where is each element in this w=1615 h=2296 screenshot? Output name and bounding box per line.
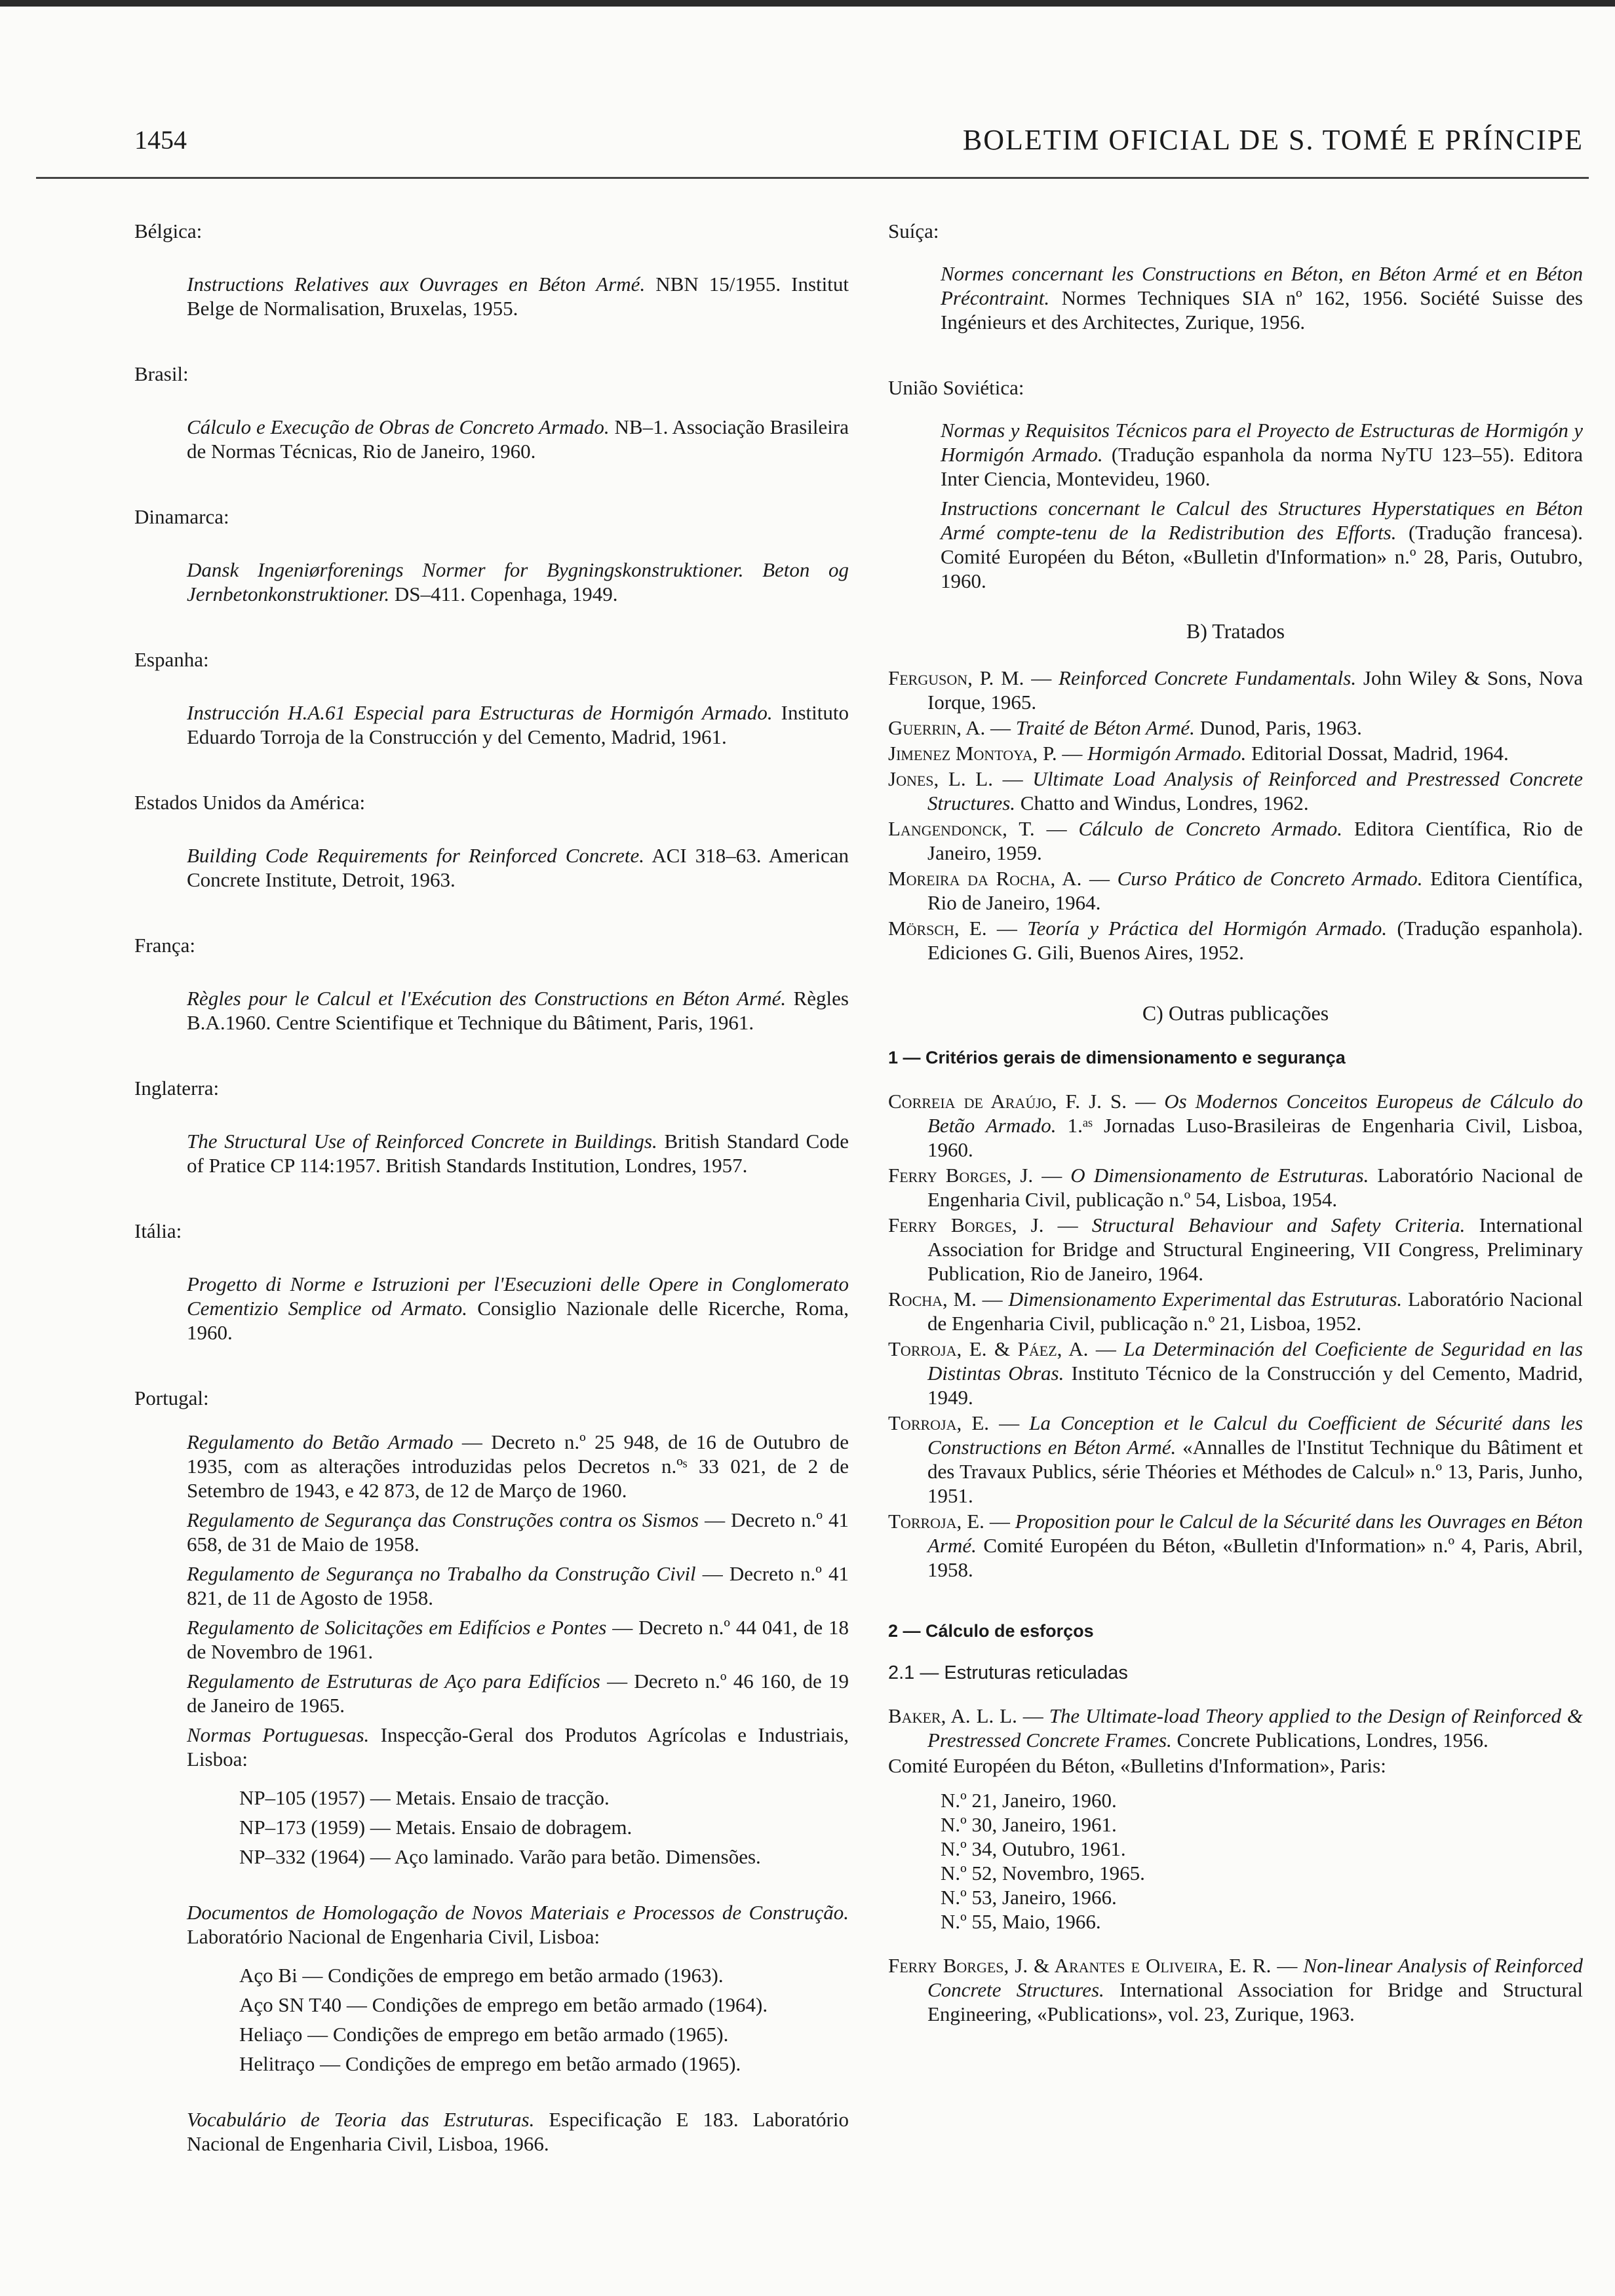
section-brasil [134,362,849,463]
reference-entry: Mörsch, E. — Teoría y Práctica del Hormigón Armado. (Tradução espanhola). Ediciones G. Gili, Buenos Aires, 1952. [888,917,1583,964]
country-label: Dinamarca: [134,505,229,528]
standard-entry: Building Code Requirements for Reinforced Concrete. ACI 318–63. American Concrete Institute, Detroit, 1963. [187,844,849,891]
reference-entry: Ferry Borges, J. — Structural Behaviour and Safety Criteria. International Association for Bridge and Structural Engineering, VII Congress, Preliminary Publication, Rio de Janeiro, 1964. [888,1214,1584,1285]
regulation-entry: Regulamento de Segurança das Construções contra os Sismos — Decreto n.º 41 658, de 31 de Maio de 1958. [187,1508,849,1556]
standard-entry: Progetto di Norme e Istruzioni per l'Esecuzioni delle Opere in Conglomerato Cementizio Semplice od Armato. Consiglio Nazionale delle Ricerche, Roma, 1960. [187,1272,849,1344]
list-item: N.º 53, Janeiro, 1966. [941,1886,1117,1909]
bulletin-title: BOLETIM OFICIAL DE S. TOMÉ E PRÍNCIPE [962,124,1584,156]
reference-entry: Ferguson, P. M. — Reinforced Concrete Fundamentals. John Wiley & Sons, Nova Iorque, 1965. [888,666,1583,714]
country-label: Bélgica: [134,220,203,242]
list-item: N.º 55, Maio, 1966. [941,1910,1101,1933]
comite-entry: Comité Européen du Béton, «Bulletins d'Information», Paris: [888,1754,1386,1777]
bulletin-list [888,1788,1583,1934]
standard-entry: Règles pour le Calcul et l'Exécution des Constructions en Béton Armé. Règles B.A.1960. Centre Scientifique et Technique du Bâtiment, Paris, 1961. [187,987,849,1034]
reference-entry: Torroja, E. — Proposition pour le Calcul de la Sécurité dans les Ouvrages en Béton Armé. Comité Européen du Béton, «Bulletin d'Information» n.º 4, Paris, Abril, 1958. [888,1510,1584,1581]
np-item: NP–332 (1964) — Aço laminado. Varão para betão. Dimensões. [239,1845,761,1868]
reference-entry: Jimenez Montoya, P. — Hormigón Armado. Editorial Dossat, Madrid, 1964. [888,742,1509,765]
country-label: Espanha: [134,648,209,671]
regulation-entry: Regulamento de Estruturas de Aço para Edifícios — Decreto n.º 46 160, de 19 de Janeiro de 1965. [187,1670,849,1717]
right-column [888,220,1583,2027]
regulation-entry: Normas Portuguesas. Inspecção-Geral dos Produtos Agrícolas e Industriais, Lisboa: [187,1723,849,1770]
np-item: NP–173 (1959) — Metais. Ensaio de dobragem. [239,1816,632,1839]
material-item: Helitraço — Condições de emprego em betão armado (1965). [239,2052,741,2075]
list-item: N.º 21, Janeiro, 1960. [941,1789,1117,1812]
homologation-entry: Documentos de Homologação de Novos Materiais e Processos de Construção. Laboratório Nacional de Engenharia Civil, Lisboa: [187,1901,849,1948]
list-item: N.º 30, Janeiro, 1961. [941,1813,1117,1836]
section-inglaterra [134,1077,849,1177]
reference-entry: Torroja, E. — La Conception et le Calcul du Coefficient de Sécurité dans les Constructions en Béton Armé. «Annalles de l'Institut Technique du Bâtiment et des Travaux Publics, série Théories et Méthodes de Calcul» n.º 13, Paris, Junho, 1951. [888,1411,1584,1507]
country-label: Itália: [134,1219,182,1242]
reference-entry: Ferry Borges, J. — O Dimensionamento de Estruturas. Laboratório Nacional de Engenharia Civil, publicação n.º 54, Lisboa, 1954. [888,1164,1583,1211]
section-urss [888,376,1583,593]
material-item: Aço Bi — Condições de emprego em betão armado (1963). [239,1964,724,1987]
standard-entry: The Structural Use of Reinforced Concrete in Buildings. British Standard Code of Pratice CP 114:1957. British Standards Institution, Londres, 1957. [187,1130,849,1177]
standard-entry: Dansk Ingeniørforenings Normer for Bygningskonstruktioner. Beton og Jernbetonkonstruktioner. DS–411. Copenhaga, 1949. [187,558,849,605]
heading-outras: C) Outras publicações [1142,1001,1329,1025]
section-heading-1: 1 — Critérios gerais de dimensionamento e segurança [888,1048,1346,1067]
header-rule [36,177,1589,179]
country-label: França: [134,934,195,957]
page-number: 1454 [134,125,187,155]
scan-top-band [0,0,1615,7]
section-italia [134,1219,849,1345]
section-belgica [134,220,849,320]
reference-entry: Guerrin, A. — Traité de Béton Armé. Dunod, Paris, 1963. [888,716,1362,739]
section-heading-2: 2 — Cálculo de esforços [888,1621,1094,1641]
np-item: NP–105 (1957) — Metais. Ensaio de tracção. [239,1786,610,1809]
country-label: Suíça: [888,220,939,242]
standard-entry: Normes concernant les Constructions en Béton, en Béton Armé et en Béton Précontraint. Normes Techniques SIA nº 162, 1956. Société Suisse des Ingénieurs et des Architectes, Zurique, 1956. [941,262,1583,334]
standard-entry: Instructions Relatives aux Ouvrages en Béton Armé. NBN 15/1955. Institut Belge de Normalisation, Bruxelas, 1955. [187,273,849,320]
regulation-entry: Regulamento de Segurança no Trabalho da Construção Civil — Decreto n.º 41 821, de 11 de Agosto de 1958. [187,1562,849,1609]
reference-entry: Baker, A. L. L. — The Ultimate-load Theory applied to the Design of Reinforced & Prestressed Concrete Frames. Concrete Publications, Londres, 1956. [888,1704,1583,1751]
left-column [134,220,849,2198]
regulation-entry: Regulamento de Solicitações em Edifícios e Pontes — Decreto n.º 44 041, de 18 de Novembro de 1961. [187,1616,849,1663]
subsection-heading: 2.1 — Estruturas reticuladas [888,1662,1128,1683]
country-label: Portugal: [134,1387,209,1409]
country-label: União Soviética: [888,376,1024,399]
section-dinamarca [134,505,849,606]
reference-entry: Moreira da Rocha, A. — Curso Prático de Concreto Armado. Editora Científica, Rio de Janeiro, 1964. [888,867,1583,914]
material-item: Heliaço — Condições de emprego em betão armado (1965). [239,2023,729,2046]
reference-entry: Rocha, M. — Dimensionamento Experimental das Estruturas. Laboratório Nacional de Engenharia Civil, publicação n.º 21, Lisboa, 1952. [888,1288,1583,1335]
standard-entry: Normas y Requisitos Técnicos para el Proyecto de Estructuras de Hormigón y Hormigón Armado. (Tradução espanhola da norma NyTU 123–55). Editora Inter Ciencia, Montevideu, 1960. [941,419,1583,490]
reference-entry: Jones, L. L. — Ultimate Load Analysis of Reinforced and Prestressed Concrete Structures. Chatto and Windus, Londres, 1962. [888,767,1584,814]
reference-entry: Langendonck, T. — Cálculo de Concreto Armado. Editora Científica, Rio de Janeiro, 1959. [888,817,1584,864]
section-suica [888,220,1583,334]
material-item: Aço SN T40 — Condições de emprego em betão armado (1964). [239,1993,768,2016]
section-eua [134,791,849,892]
reference-entry: Correia de Araújo, F. J. S. — Os Modernos Conceitos Europeus de Cálculo do Betão Armado. 1.ᵃˢ Jornadas Luso-Brasileiras de Engenharia Civil, Lisboa, 1960. [888,1090,1584,1161]
heading-tratados: B) Tratados [1186,619,1285,643]
vocabulary-entry: Vocabulário de Teoria das Estruturas. Especificação E 183. Laboratório Nacional de Engenharia Civil, Lisboa, 1966. [187,2108,849,2155]
reference-entry: Torroja, E. & Páez, A. — La Determinación del Coeficiente de Seguridad en las Distintas Obras. Instituto Técnico de la Construcción y del Cemento, Madrid, 1949. [888,1337,1584,1409]
country-label: Inglaterra: [134,1077,220,1100]
country-label: Estados Unidos da América: [134,791,366,814]
list-item: N.º 52, Novembro, 1965. [941,1862,1145,1885]
section-franca [134,934,849,1035]
standard-entry: Instrucción H.A.61 Especial para Estructuras de Hormigón Armado. Instituto Eduardo Torroja de la Construcción y del Cemento, Madrid, 1961. [187,701,849,748]
reference-entry: Ferry Borges, J. & Arantes e Oliveira, E. R. — Non-linear Analysis of Reinforced Concrete Structures. International Association for Bridge and Structural Engineering, «Publications», vol. 23, Zurique, 1963. [888,1954,1583,2025]
standard-entry: Instructions concernant le Calcul des Structures Hyperstatiques en Béton Armé compte-tenu de la Redistribution des Efforts. (Tradução francesa). Comité Européen du Béton, «Bulletin d'Information» n.º 28, Paris, Outubro, 1960. [941,497,1584,592]
section-portugal [134,1387,849,2156]
list-item: N.º 34, Outubro, 1961. [941,1837,1126,1860]
section-espanha [134,648,849,749]
regulation-entry: Regulamento do Betão Armado — Decreto n.º 25 948, de 16 de Outubro de 1935, com as alterações introduzidas pelos Decretos n.ºˢ 33 021, de 2 de Setembro de 1943, e 42 873, de 12 de Março de 1960. [187,1430,849,1502]
country-label: Brasil: [134,362,189,385]
standard-entry: Cálculo e Execução de Obras de Concreto Armado. NB–1. Associação Brasileira de Normas Técnicas, Rio de Janeiro, 1960. [187,415,849,463]
